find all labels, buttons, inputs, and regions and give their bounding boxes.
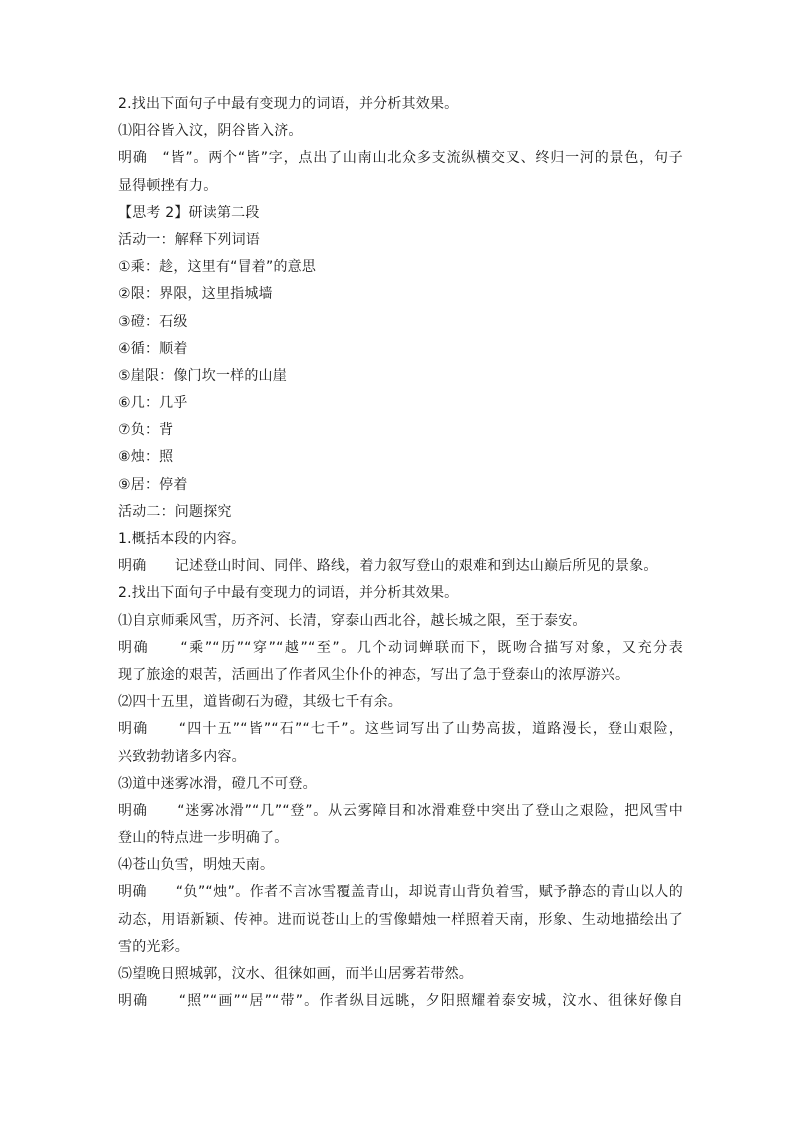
list-item: ③磴：石级 bbox=[118, 313, 188, 330]
activity-heading: 活动一：解释下列词语 bbox=[118, 231, 260, 248]
text-line: 明确 “迷雾冰滑”“几”“登”。从云雾障目和冰滑难登中突出了登山之艰险，把风雪中 bbox=[118, 802, 683, 819]
text-line: ⑶道中迷雾冰滑，磴几不可登。 bbox=[118, 775, 317, 792]
document-page bbox=[118, 91, 683, 1015]
text-line: ⑴阳谷皆入汶，阴谷皆入济。 bbox=[118, 123, 303, 140]
text-line: 明确 “负”“烛”。作者不言冰雪覆盖青山，却说青山背负着雪，赋予静态的青山以人的 bbox=[118, 884, 683, 901]
text-line: 明确 “照”“画”“居”“带”。作者纵目远眺，夕阳照耀着泰安城，汶水、徂徕好像自 bbox=[118, 993, 683, 1010]
list-item: ⑤崖限：像门坎一样的山崖 bbox=[118, 367, 287, 384]
section-heading: 【思考 2】研读第二段 bbox=[118, 204, 260, 221]
text-line: ⑵四十五里，道皆砌石为磴，其级七千有余。 bbox=[118, 694, 402, 711]
list-item: ⑦负：背 bbox=[118, 422, 174, 439]
text-line: ⑸望晚日照城郭，汶水、徂徕如画，而半山居雾若带然。 bbox=[118, 966, 473, 982]
text-line: 明确 “皆”。两个“皆”字，点出了山南山北众多支流纵横交叉、终归一河的景色，句子 bbox=[118, 150, 683, 167]
text-line: 明确 “四十五”“皆”“石”“七千”。这些词写出了山势高拔，道路漫长，登山艰险， bbox=[118, 721, 683, 738]
activity-heading: 活动二：问题探究 bbox=[118, 503, 232, 520]
list-item: ②限：界限，这里指城墙 bbox=[118, 286, 273, 303]
text-line: 兴致勃勃诸多内容。 bbox=[118, 748, 246, 765]
text-line: 动态，用语新颖、传神。进而说苍山上的雪像蜡烛一样照着天南，形象、生动地描绘出了 bbox=[118, 911, 683, 928]
list-item: ①乘：趁，这里有“冒着”的意思 bbox=[118, 259, 317, 276]
list-item: ⑥几：几乎 bbox=[118, 395, 188, 412]
list-item: ④循：顺着 bbox=[118, 340, 188, 357]
text-line: 1.概括本段的内容。 bbox=[118, 531, 246, 547]
text-line: 明确 记述登山时间、同伴、路线，着力叙写登山的艰难和到达山巅后所见的景象。 bbox=[118, 558, 658, 575]
text-line: 现了旅途的艰苦，活画出了作者风尘仆仆的神态，写出了急于登泰山的浓厚游兴。 bbox=[118, 666, 630, 683]
text-line: ⑴自京师乘风雪，历齐河、长清，穿泰山西北谷，越长城之限，至于泰安。 bbox=[118, 612, 587, 629]
text-line: 显得顿挫有力。 bbox=[118, 177, 218, 194]
list-item: ⑧烛：照 bbox=[118, 449, 174, 466]
list-item: ⑨居：停着 bbox=[118, 476, 188, 493]
text-line: 明确 “乘”“历”“穿”“越”“至”。几个动词蝉联而下，既吻合描写对象，又充分表 bbox=[118, 639, 683, 656]
text-line: ⑷苍山负雪，明烛天南。 bbox=[118, 857, 275, 874]
text-line: 登山的特点进一步明确了。 bbox=[118, 830, 289, 847]
text-line: 雪的光彩。 bbox=[118, 938, 189, 955]
text-line: 2.找出下面句子中最有变现力的词语，并分析其效果。 bbox=[118, 585, 459, 602]
text-line: 2.找出下面句子中最有变现力的词语，并分析其效果。 bbox=[118, 96, 459, 112]
